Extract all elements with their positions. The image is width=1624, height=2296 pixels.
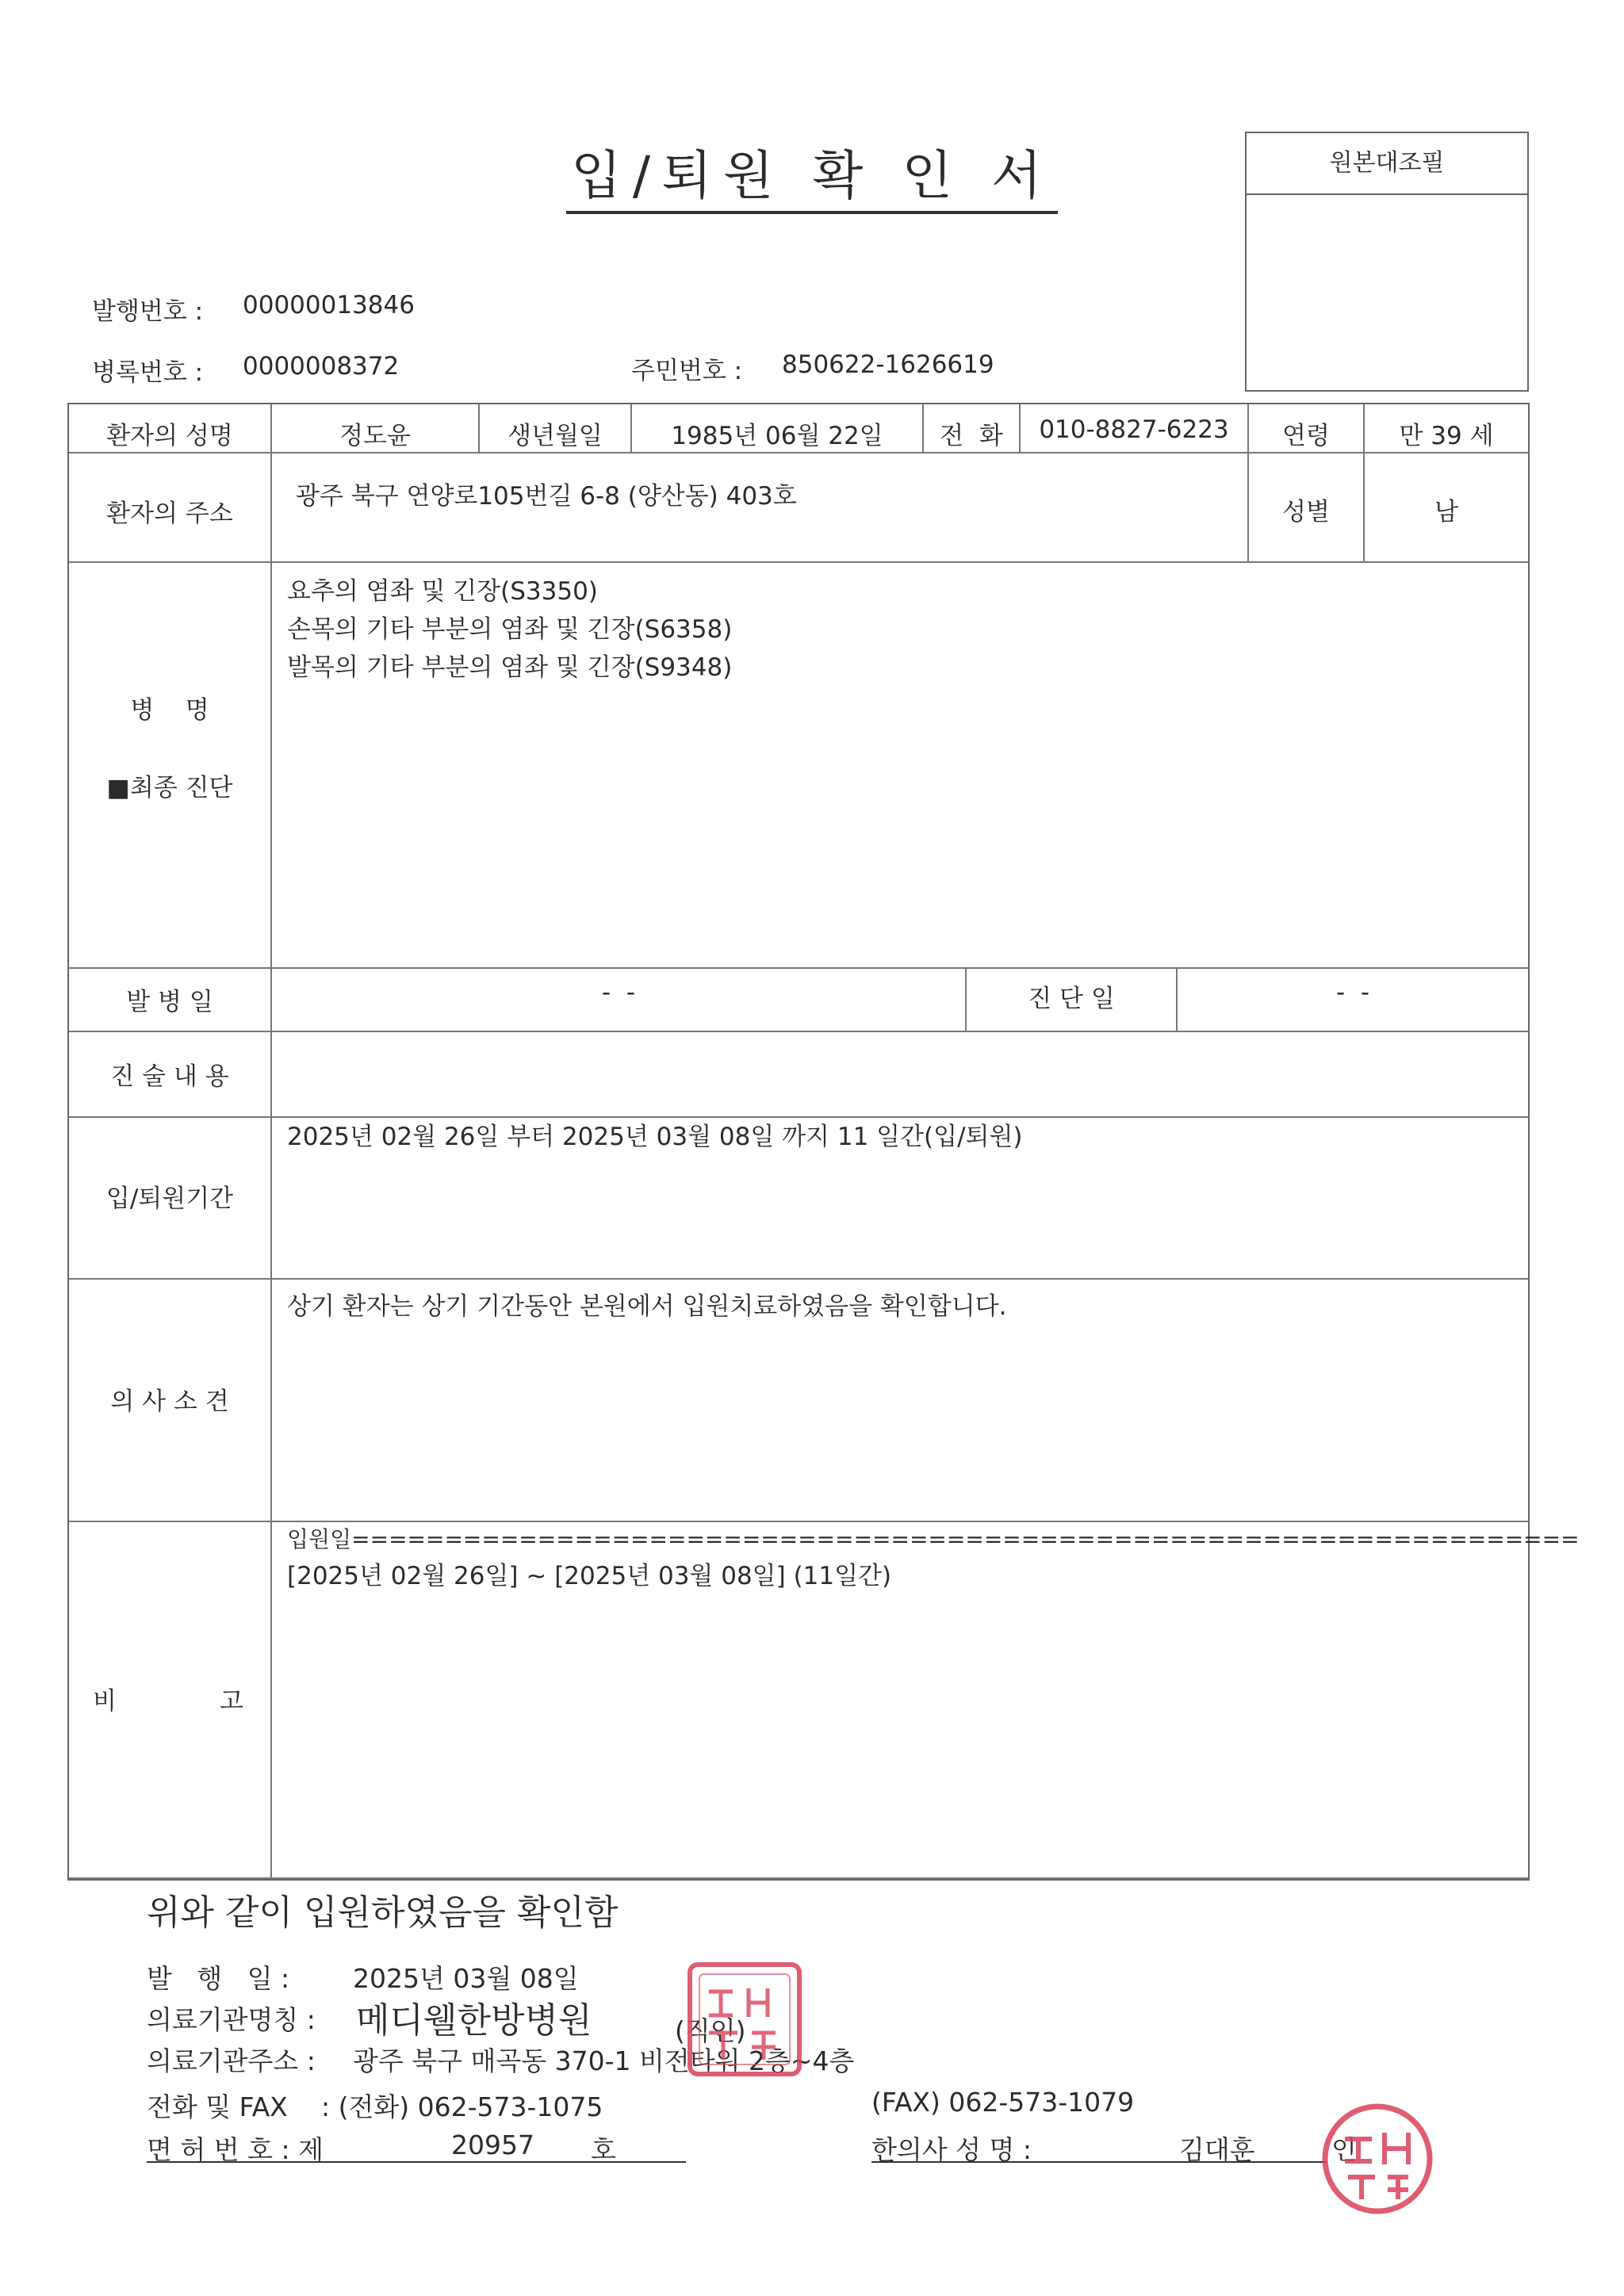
doctor-name: 김대훈 <box>1179 2134 1255 2165</box>
phone-label: 전 화 <box>940 422 1003 450</box>
resident-number-label: 주민번호 : <box>631 357 743 385</box>
license-number: 20957 <box>451 2130 534 2160</box>
institution-address: 광주 북구 매곡동 370-1 비전타워 2층~4층 <box>353 2045 855 2076</box>
record-table <box>67 403 1580 2165</box>
age-label: 연령 <box>1282 422 1330 450</box>
stamp-box-label: 원본대조필 <box>1247 133 1527 195</box>
doctor-seal-stamp <box>1320 2101 1435 2217</box>
age-value: 만 39 세 <box>1399 422 1494 450</box>
admission-period: 2025년 02월 26일 부터 2025년 03월 08일 까지 11 일간(입/퇴원) <box>287 1123 1023 1151</box>
onset-date: - - <box>601 978 636 1007</box>
fax: (FAX) 062-573-1079 <box>871 2087 1135 2118</box>
telephone: : (전화) 062-573-1075 <box>321 2091 603 2122</box>
remarks-line: 입원일================================================================== <box>287 1526 1580 1552</box>
address-label: 환자의 주소 <box>106 499 233 528</box>
resident-number: 850622-1626619 <box>782 350 994 379</box>
document-title: 입/퇴원 확 인 서 <box>0 133 1624 209</box>
license-suffix: 호 <box>591 2134 616 2165</box>
onset-date-label: 발 병 일 <box>126 988 213 1016</box>
diagnosis-label: 병 명 <box>130 696 209 725</box>
issue-number-label: 발행번호 : <box>92 297 204 326</box>
patient-name: 정도윤 <box>339 422 411 450</box>
diagnosis-date-label: 진 단 일 <box>1028 985 1115 1013</box>
remarks-line: [2025년 02월 26일] ~ [2025년 03월 08일] (11일간) <box>287 1562 892 1590</box>
birth-date: 1985년 06월 22일 <box>671 422 883 450</box>
remarks-label-right: 고 <box>220 1687 243 1716</box>
record-number-label: 병록번호 : <box>92 358 204 387</box>
official-seal-mark: (직인) <box>675 2015 746 2046</box>
phone-number: 010-8827-6223 <box>1039 415 1229 444</box>
diagnosis-item: 요추의 염좌 및 긴장(S3350) <box>287 577 598 606</box>
doctor-opinion: 상기 환자는 상기 기간동안 본원에서 입원치료하였음을 확인합니다. <box>287 1292 1007 1321</box>
institution-address-label: 의료기관주소 : <box>147 2045 316 2076</box>
issue-number: 00000013846 <box>243 291 415 320</box>
diagnosis-item: 발목의 기타 부분의 염좌 및 긴장(S9348) <box>287 653 733 682</box>
doctor-seal-mark: 인 <box>1331 2134 1357 2165</box>
confirmation-statement: 위와 같이 입원하였음을 확인함 <box>147 1892 619 1933</box>
hospital-seal-stamp <box>685 1960 804 2079</box>
issue-date-label: 발 행 일 : <box>147 1963 290 1994</box>
final-diagnosis-label: ■최종 진단 <box>106 774 233 802</box>
sex-value: 남 <box>1434 498 1458 526</box>
institution-name: 메디웰한방병원 <box>356 2000 592 2041</box>
institution-label: 의료기관명칭 : <box>147 2004 316 2035</box>
admission-period-label: 입/퇴원기간 <box>105 1184 234 1213</box>
tel-fax-label: 전화 및 FAX <box>147 2091 288 2122</box>
doctor-label: 한의사 성 명 : <box>871 2134 1032 2165</box>
stamp-box <box>1245 132 1529 392</box>
sex-label: 성별 <box>1282 498 1330 526</box>
remarks-label-left: 비 <box>93 1687 117 1716</box>
patient-address: 광주 북구 연양로105번길 6-8 (양산동) 403호 <box>296 482 797 511</box>
record-number: 0000008372 <box>243 352 400 381</box>
statement-label: 진 술 내 용 <box>110 1062 229 1091</box>
patient-name-label: 환자의 성명 <box>106 422 233 450</box>
diagnosis-date: - - <box>1335 978 1370 1007</box>
diagnosis-item: 손목의 기타 부분의 염좌 및 긴장(S6358) <box>287 615 733 644</box>
license-label: 면 허 번 호 : 제 <box>147 2134 324 2165</box>
birth-date-label: 생년월일 <box>508 422 603 450</box>
issue-date: 2025년 03월 08일 <box>353 1963 579 1994</box>
doctor-opinion-label: 의 사 소 견 <box>110 1387 229 1416</box>
